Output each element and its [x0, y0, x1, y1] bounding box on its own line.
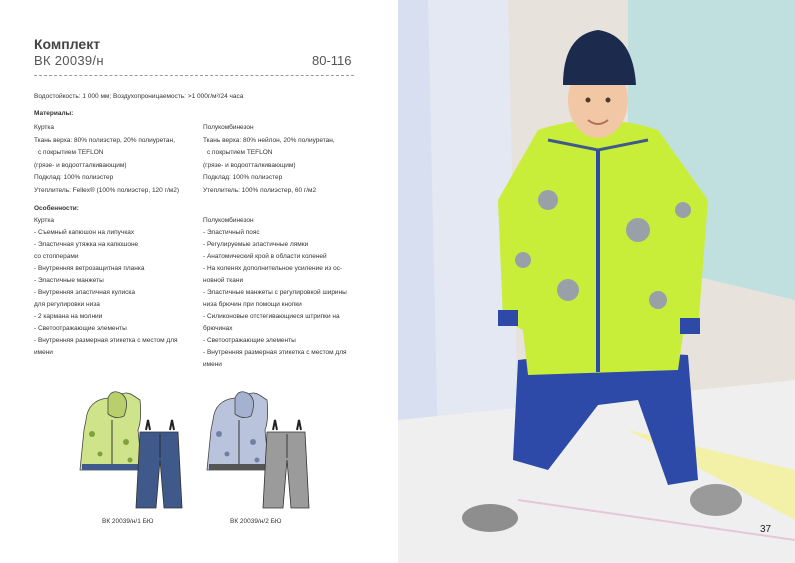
variant-1-caption: ВК 20039/н/1 БЮ	[102, 518, 154, 525]
product-photo	[398, 0, 795, 563]
materials-line: Утеплитель: 100% полиэстер, 60 г/м2	[203, 186, 317, 194]
product-sizes: 80-116	[312, 53, 352, 68]
materials-line: Подклад: 100% полиэстер	[34, 174, 114, 181]
feature-line: - Силиконовые отстегивающиеся штрипки на	[203, 313, 340, 320]
jacket-sketch	[80, 392, 142, 470]
materials-overalls-title: Полукомбинезон	[203, 124, 254, 131]
feature-line: - Эластичный пояс	[203, 229, 260, 236]
feature-line: - Анатомический крой в области коленей	[203, 253, 327, 260]
pants-sketch	[263, 420, 309, 508]
divider	[34, 75, 354, 76]
materials-overalls	[203, 122, 335, 197]
feature-line: низа брючин при помощи кнопки	[203, 301, 302, 308]
feature-line: - Съемный капюшон на липучках	[34, 229, 135, 236]
features-jacket-title: Куртка	[34, 217, 55, 224]
feature-line: - Внутренняя размерная этикетка с местом для	[34, 337, 178, 344]
feature-line: имени	[34, 349, 53, 356]
feature-line: для регулировки низа	[34, 301, 100, 308]
feature-line: - Светоотражающие элементы	[34, 325, 127, 332]
feature-line: - Светоотражающие элементы	[203, 337, 296, 344]
feature-line: - На коленях дополнительное усиление из ос-	[203, 265, 343, 272]
pants-sketch	[136, 420, 182, 508]
feature-line: со стопперами	[34, 253, 79, 260]
page-number: 37	[760, 524, 772, 535]
features-heading: Особенности:	[34, 205, 79, 212]
materials-line: (грязе- и водоотталкивающим)	[34, 161, 127, 169]
feature-line: - Эластичная утяжка на капюшоне	[34, 241, 139, 248]
product-title: Комплект	[34, 36, 101, 52]
feature-line: - Эластичные манжеты с регулировкой ширины	[203, 289, 347, 296]
feature-line: имени	[203, 361, 222, 368]
materials-line: Ткань верха: 80% полиэстер, 20% полиуретан,	[34, 136, 175, 144]
product-article: ВК 20039/н	[34, 53, 104, 68]
specs-line: Водостойкость: 1 000 мм; Воздухопроницаемость: >1 000г/м²/24 часа	[34, 93, 244, 100]
materials-line: с покрытием TEFLON	[207, 149, 273, 156]
feature-line: - Внутренняя эластичная кулиска	[34, 289, 136, 296]
features-overalls-title: Полукомбинезон	[203, 217, 254, 224]
feature-line: - Регулируемые эластичные лямки	[203, 241, 309, 248]
materials-heading: Материалы:	[34, 110, 74, 117]
features-jacket	[34, 215, 178, 359]
materials-line: (грязе- и водоотталкивающим)	[203, 161, 296, 169]
materials-jacket	[34, 122, 179, 197]
features-overalls	[203, 215, 347, 371]
feature-line: брючинах	[203, 325, 233, 332]
feature-line: новной ткани	[203, 277, 244, 284]
photo-illustration	[398, 0, 795, 563]
feature-line: - Внутренняя ветрозащитная планка	[34, 265, 145, 272]
variant-2-caption: ВК 20039/н/2 БЮ	[230, 518, 282, 525]
materials-jacket-title: Куртка	[34, 124, 55, 131]
variant-1-sketch	[78, 390, 188, 515]
feature-line: - Эластичные манжеты	[34, 277, 104, 284]
materials-line: Подклад: 100% полиэстер	[203, 174, 283, 181]
variant-2-sketch	[205, 390, 315, 515]
jacket-sketch	[207, 392, 269, 470]
materials-line: с покрытием TEFLON	[38, 149, 104, 156]
materials-line: Утеплитель: Fellex® (100% полиэстер, 120 г/м2)	[34, 186, 180, 194]
feature-line: - Внутренняя размерная этикетка с местом для	[203, 349, 347, 356]
materials-line: Ткань верха: 80% нейлон, 20% полиуретан,	[203, 136, 335, 144]
feature-line: - 2 кармана на молнии	[34, 313, 103, 320]
